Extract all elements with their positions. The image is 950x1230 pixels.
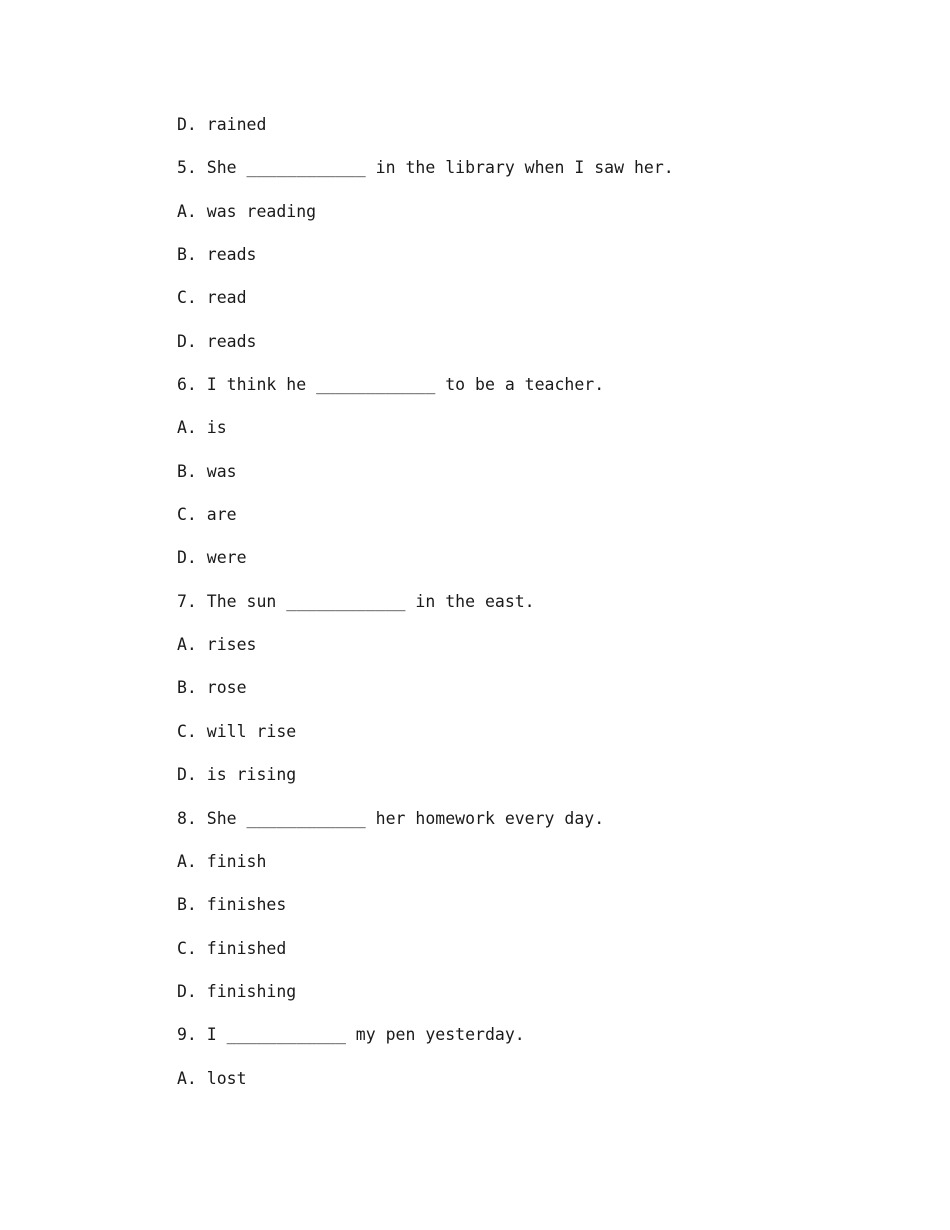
option-8b: B. finishes [177, 895, 287, 915]
option-5b: B. reads [177, 245, 257, 265]
option-5c: C. read [177, 288, 247, 308]
option-8c: C. finished [177, 938, 287, 958]
option-7d: D. is rising [177, 765, 297, 785]
document-body [177, 112, 897, 1109]
option-6b: B. was [177, 461, 237, 481]
question-7: 7. The sun ____________ in the east. [177, 591, 535, 611]
question-9: 9. I ____________ my pen yesterday. [177, 1025, 525, 1045]
question-8: 8. She ____________ her homework every day. [177, 808, 605, 828]
question-6: 6. I think he ____________ to be a teacher. [177, 375, 605, 395]
option-8a: A. finish [177, 851, 267, 871]
question-5: 5. She ____________ in the library when I saw her. [177, 158, 674, 178]
option-8d: D. finishing [177, 981, 297, 1001]
option-5d: D. reads [177, 331, 257, 351]
option-6c: C. are [177, 505, 237, 525]
option-7a: A. rises [177, 635, 257, 655]
option-4d: D. rained [177, 115, 267, 134]
option-7c: C. will rise [177, 721, 297, 741]
option-7b: B. rose [177, 678, 247, 698]
option-6d: D. were [177, 548, 247, 568]
option-5a: A. was reading [177, 201, 317, 221]
option-9a: A. lost [177, 1068, 247, 1088]
option-6a: A. is [177, 418, 227, 438]
